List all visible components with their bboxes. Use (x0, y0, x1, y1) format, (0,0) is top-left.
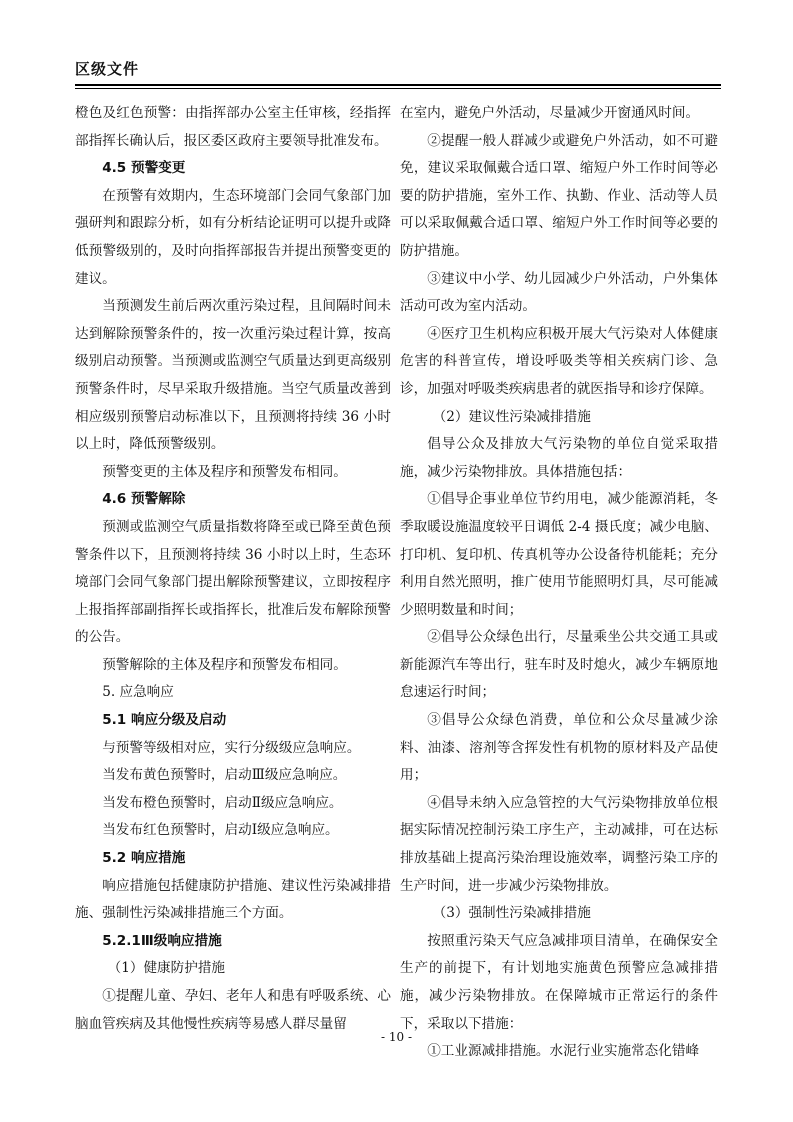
section-heading: 4.5 预警变更 (102, 160, 186, 177)
left-column (75, 100, 391, 1038)
paragraph: 预警解除的主体及程序和预警发布相同。 (102, 656, 347, 673)
paragraph: ①工业源减排措施。水泥行业实施常态化错峰 (427, 1043, 700, 1060)
paragraph: 当预测发生前后两次重污染过程，且间隔时间未达到解除预警条件的，按一次重污染过程计算，按高级别启动预警。当预测或监测空气质量达到更高级别预警条件时，尽早采取升级措施。当空气质量改善到相应级别预警启动标准以下，且预测将持续 36 小时以上时，降低预警级别。 (75, 298, 391, 453)
section-heading: 5.2 响应措施 (102, 850, 186, 867)
document-header-title: 区级文件 (75, 60, 140, 78)
page-number: - 10 - (380, 1030, 412, 1044)
paragraph: 响应措施包括健康防护措施、建议性污染减排措施、强制性污染减排措施三个方面。 (75, 877, 391, 922)
paragraph: ④医疗卫生机构应积极开展大气污染对人体健康危害的科普宣传，增设呼吸类等相关疾病门诊、急诊，加强对呼吸类疾病患者的就医指导和诊疗保障。 (400, 325, 718, 397)
paragraph: 当发布红色预警时，启动Ⅰ级应急响应。 (102, 822, 339, 839)
section-heading: 4.6 预警解除 (102, 491, 186, 508)
paragraph: ③倡导公众绿色消费，单位和公众尽量减少涂料、油漆、溶剂等含挥发性有机物的原材料及产品使用； (400, 712, 718, 784)
section-heading: 5.1 响应分级及启动 (102, 712, 227, 729)
paragraph: 在室内，避免户外活动，尽量减少开窗通风时间。 (400, 105, 700, 121)
paragraph: ②提醒一般人群减少或避免户外活动，如不可避免，建议采取佩戴合适口罩、缩短户外工作时间等必要的防护措施，室外工作、执勤、作业、活动等人员可以采取佩戴合适口罩、缩短户外工作时间等必要的防护措施。 (400, 132, 718, 259)
paragraph: ①提醒儿童、孕妇、老年人和患有呼吸系统、心脑血管疾病及其他慢性疾病等易感人群尽量留 (75, 988, 391, 1032)
paragraph: 与预警等级相对应，实行分级级应急响应。 (102, 739, 361, 756)
subsection-heading: （3）强制性污染减排措施 (432, 905, 591, 922)
header-divider (75, 84, 721, 89)
subsection-heading: （2）建议性污染减排措施 (432, 408, 591, 425)
right-column (400, 100, 718, 1066)
paragraph: 5. 应急响应 (102, 684, 174, 701)
paragraph: 预警变更的主体及程序和预警发布相同。 (102, 463, 347, 480)
paragraph: 当发布橙色预警时，启动Ⅱ级应急响应。 (102, 794, 343, 811)
paragraph: ②倡导公众绿色出行，尽量乘坐公共交通工具或新能源汽车等出行，驻车时及时熄火，减少车辆原地怠速运行时间； (400, 629, 718, 701)
paragraph: 倡导公众及排放大气污染物的单位自觉采取措施，减少污染物排放。具体措施包括： (400, 436, 718, 480)
paragraph: 在预警有效期内，生态环境部门会同气象部门加强研判和跟踪分析，如有分析结论证明可以提升或降低预警级别的，及时向指挥部报告并提出预警变更的建议。 (75, 187, 391, 287)
subsection-heading: （1）健康防护措施 (107, 960, 226, 977)
paragraph: 橙色及红色预警：由指挥部办公室主任审核，经指挥部指挥长确认后，报区委区政府主要领导批准发布。 (75, 105, 391, 149)
paragraph: 预测或监测空气质量指数将降至或已降至黄色预警条件以下，且预测将持续 36 小时以上时，生态环境部门会同气象部门提出解除预警建议，立即按程序上报指挥部副指挥长或指挥长，批准后发布解除预警的公告。 (75, 518, 391, 646)
paragraph: ①倡导企事业单位节约用电，减少能源消耗，冬季取暖设施温度较平日调低 2-4 摄氏度；减少电脑、打印机、复印机、传真机等办公设备待机能耗；充分利用自然光照明，推广使用节能照明灯具，尽可能减少照明数量和时间； (400, 491, 718, 618)
section-heading: 5.2.1Ⅲ级响应措施 (102, 932, 222, 949)
paragraph: 按照重污染天气应急减排项目清单，在确保安全生产的前提下，有计划地实施黄色预警应急减排措施，减少污染物排放。在保障城市正常运行的条件下，采取以下措施： (400, 932, 718, 1032)
paragraph: ③建议中小学、幼儿园减少户外活动，户外集体活动可改为室内活动。 (400, 270, 718, 315)
paragraph: 当发布黄色预警时，启动Ⅲ级应急响应。 (102, 767, 347, 784)
paragraph: ④倡导未纳入应急管控的大气污染物排放单位根据实际情况控制污染工序生产，主动减排，可在达标排放基础上提高污染治理设施效率，调整污染工序的生产时间，进一步减少污染物排放。 (400, 794, 718, 894)
